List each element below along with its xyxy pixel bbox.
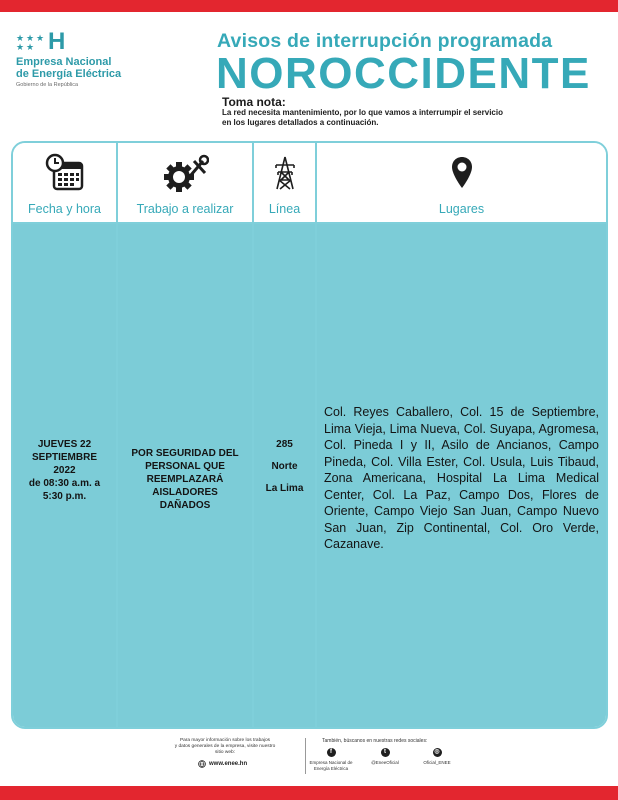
power-tower-icon — [254, 153, 315, 193]
fecha-value: JUEVES 22 SEPTIEMBRE 2022 de 08:30 a.m. a 5:30 p.m. — [28, 439, 101, 502]
instagram-icon: ◎ — [434, 749, 440, 755]
facebook-link[interactable]: f Empresa Nacional de Energía Eléctrica — [309, 749, 353, 771]
label-trabajo: Trabajo a realizar — [136, 202, 234, 216]
lugares-value: Col. Reyes Caballero, Col. 15 de Septiembre, Lima Vieja, Lima Nueva, Col. Suyapa, Agromesa, Col. Pineda I y II, Asilo de Ancianos, Campo Pineda, Col. Villa Ester, Col. Usula, Luis Tibaud, Zona Americana, Hospital La Lima Medical Center, Col. La Paz, Campo Dos, Flores de Oriente, Campo Viejo San Juan, Campo Nuevo San Juan, Zip Continental, Col. Oro Verde, Cazanave. — [324, 405, 599, 551]
logo-letter: H — [48, 28, 66, 55]
column-linea — [252, 143, 315, 727]
logo-subtitle: Gobierno de la República — [16, 82, 79, 88]
location-pin-icon — [317, 153, 606, 193]
calendar-clock-icon — [13, 153, 116, 193]
linea-value: 285 Norte La Lima — [265, 439, 304, 494]
logo-name: Empresa Nacional de Energía Eléctrica — [16, 56, 122, 80]
cell-lugares — [317, 222, 606, 727]
top-red-bar — [0, 0, 618, 12]
twitter-icon: t — [381, 748, 390, 757]
label-lugares: Lugares — [438, 202, 485, 216]
region-title: NOROCCIDENTE — [216, 49, 591, 98]
header-linea — [254, 143, 315, 222]
column-lugares — [315, 143, 606, 727]
outage-table — [11, 141, 608, 729]
header-lugares — [317, 143, 606, 222]
trabajo-value: POR SEGURIDAD DEL PERSONAL QUE REEMPLAZARÁ AISLADORES DAÑADOS — [131, 448, 239, 511]
bottom-red-bar — [0, 786, 618, 800]
header-fecha — [13, 143, 116, 222]
cell-linea — [254, 222, 315, 727]
gear-wrench-icon — [118, 153, 252, 193]
website-link[interactable]: www.enee.hn — [198, 760, 247, 768]
footer-info: Para mayor información sobre los trabajos y datos generales de la empresa, visite nuestro sitio web: — [174, 738, 276, 755]
label-fecha: Fecha y hora — [28, 202, 101, 216]
enee-logo — [16, 30, 166, 88]
instagram-link[interactable]: ◎ Oficial_ENEE — [423, 749, 451, 765]
social-title: También, búscanos en nuestras redes sociales: — [322, 738, 428, 744]
note-text: La red necesita mantenimiento, por lo que vamos a interrumpir el servicio en los lugares detallados a continuación. — [222, 108, 503, 127]
logo-mark — [16, 30, 166, 54]
logo-stars-icon: ★ ★ ★ ★ ★ — [16, 32, 45, 52]
cell-fecha — [13, 222, 116, 727]
globe-icon — [198, 760, 206, 768]
column-fecha — [13, 143, 116, 727]
twitter-link[interactable]: t @EneeOficial — [371, 749, 399, 765]
facebook-icon: f — [327, 748, 336, 757]
note-title: Toma nota: — [222, 95, 286, 109]
cell-trabajo — [118, 222, 252, 727]
column-trabajo — [116, 143, 252, 727]
notice-title: Avisos de interrupción programada — [217, 30, 553, 52]
header-trabajo — [118, 143, 252, 222]
label-linea: Línea — [268, 202, 301, 216]
